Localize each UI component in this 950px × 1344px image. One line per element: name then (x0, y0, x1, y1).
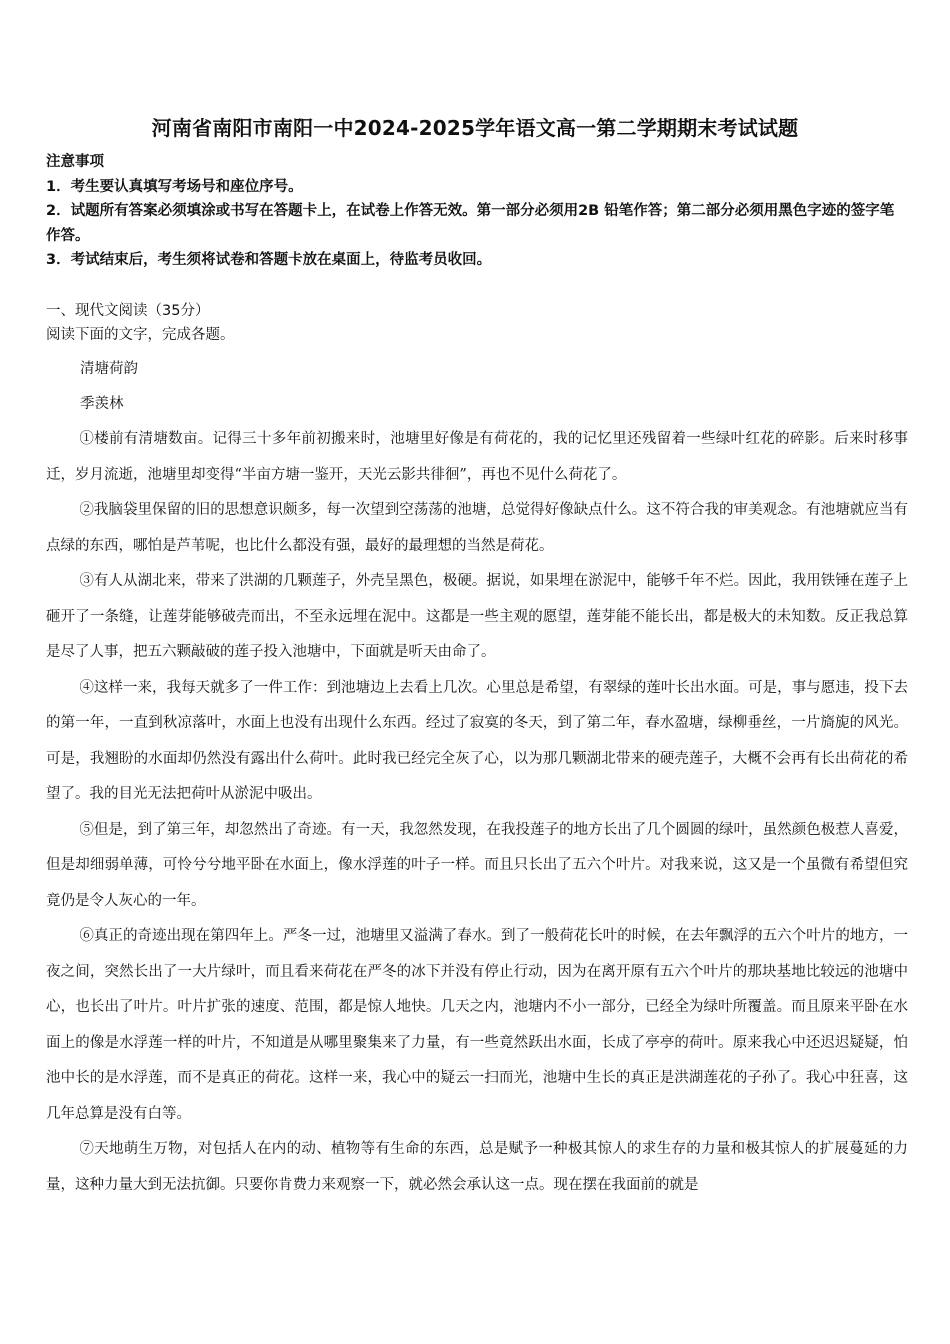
article-paragraph-6: ⑥真正的奇迹出现在第四年上。严冬一过，池塘里又溢满了春水。到了一般荷花长叶的时候，在去年飘浮的五六个叶片的地方，一夜之间，突然长出了一大片绿叶，而且看来荷花在严冬的冰下并没有停止行动，因为在离开原有五六个叶片的那块基地比较远的池塘中心，也长出了叶片。叶片扩张的速度、范围，都是惊人地快。几天之内，池塘内不小一部分，已经全为绿叶所覆盖。而且原来平卧在水面上的像是水浮莲一样的叶片，不知道是从哪里聚集来了力量，有一些竟然跃出水面，长成了亭亭的荷叶。原来我心中还迟迟疑疑，怕池中长的是水浮莲，而不是真正的荷花。这样一来，我心中的疑云一扫而光，池塘中生长的真正是洪湖莲花的子孙了。我心中狂喜，这几年总算是没有白等。 (46, 928, 908, 1122)
section-instruction: 阅读下面的文字，完成各题。 (46, 327, 235, 343)
article-paragraph-5: ⑤但是，到了第三年，却忽然出了奇迹。有一天，我忽然发现，在我投莲子的地方长出了几个圆圆的绿叶，虽然颜色极惹人喜爱，但是却细弱单薄，可怜兮兮地平卧在水面上，像水浮莲的叶子一样。而且只长出了五六个叶片。对我来说，这又是一个虽微有希望但究竟仍是令人灰心的一年。 (46, 821, 908, 909)
section-title: 一、现代文阅读（35分） (46, 303, 210, 319)
notice-item-2: 2．试题所有答案必须填涂或书写在答题卡上，在试卷上作答无效。第一部分必须用2B 铅笔作答；第二部分必须用黑色字迹的签字笔作答。 (46, 203, 895, 244)
article-paragraph-1: ①楼前有清塘数亩。记得三十多年前初搬来时，池塘里好像是有荷花的，我的记忆里还残留着一些绿叶红花的碎影。后来时移事迁，岁月流逝，池塘里却变得“半亩方塘一鉴开，天光云影共徘徊”，再也不见什么荷花了。 (46, 431, 908, 483)
article-body (46, 422, 908, 1203)
article-author: 季羡林 (80, 396, 124, 412)
article-paragraph-7: ⑦天地萌生万物，对包括人在内的动、植物等有生命的东西，总是赋予一种极其惊人的求生存的力量和极其惊人的扩展蔓延的力量，这种力量大到无法抗御。只要你肯费力来观察一下，就必然会承认这一点。现在摆在我面前的就是 (46, 1141, 908, 1193)
article-paragraph-4: ④这样一来，我每天就多了一件工作：到池塘边上去看上几次。心里总是希望，有翠绿的莲叶长出水面。可是，事与愿违，投下去的第一年，一直到秋凉落叶，水面上也没有出现什么东西。经过了寂寞的冬天，到了第二年，春水盈塘，绿柳垂丝，一片旖旎的风光。可是，我翘盼的水面却仍然没有露出什么荷叶。此时我已经完全灰了心，以为那几颗湖北带来的硬壳莲子，大概不会再有长出荷花的希望了。我的目光无法把荷叶从淤泥中吸出。 (46, 679, 908, 802)
article-paragraph-2: ②我脑袋里保留的旧的思想意识颇多，每一次望到空荡荡的池塘，总觉得好像缺点什么。这不符合我的审美观念。有池塘就应当有点绿的东西，哪怕是芦苇呢，也比什么都没有强，最好的最理想的当然是荷花。 (46, 502, 908, 554)
notice-item-1: 1．考生要认真填写考场号和座位序号。 (46, 178, 303, 195)
article-title: 清塘荷韵 (80, 361, 138, 377)
exam-title: 河南省南阳市南阳一中2024-2025学年语文高一第二学期期末考试试题 (151, 116, 799, 140)
notice-block (46, 150, 908, 273)
article-paragraph-3: ③有人从湖北来，带来了洪湖的几颗莲子，外壳呈黑色，极硬。据说，如果埋在淤泥中，能够千年不烂。因此，我用铁锤在莲子上砸开了一条缝，让莲芽能够破壳而出，不至永远埋在泥中。这都是一些主观的愿望，莲芽能不能长出，都是极大的未知数。反正我总算是尽了人事，把五六颗敲破的莲子投入池塘中，下面就是听天由命了。 (46, 573, 908, 660)
notice-heading: 注意事项 (46, 154, 104, 170)
notice-item-3: 3．考试结束后，考生须将试卷和答题卡放在桌面上，待监考员收回。 (46, 252, 492, 268)
section-header (46, 299, 908, 347)
